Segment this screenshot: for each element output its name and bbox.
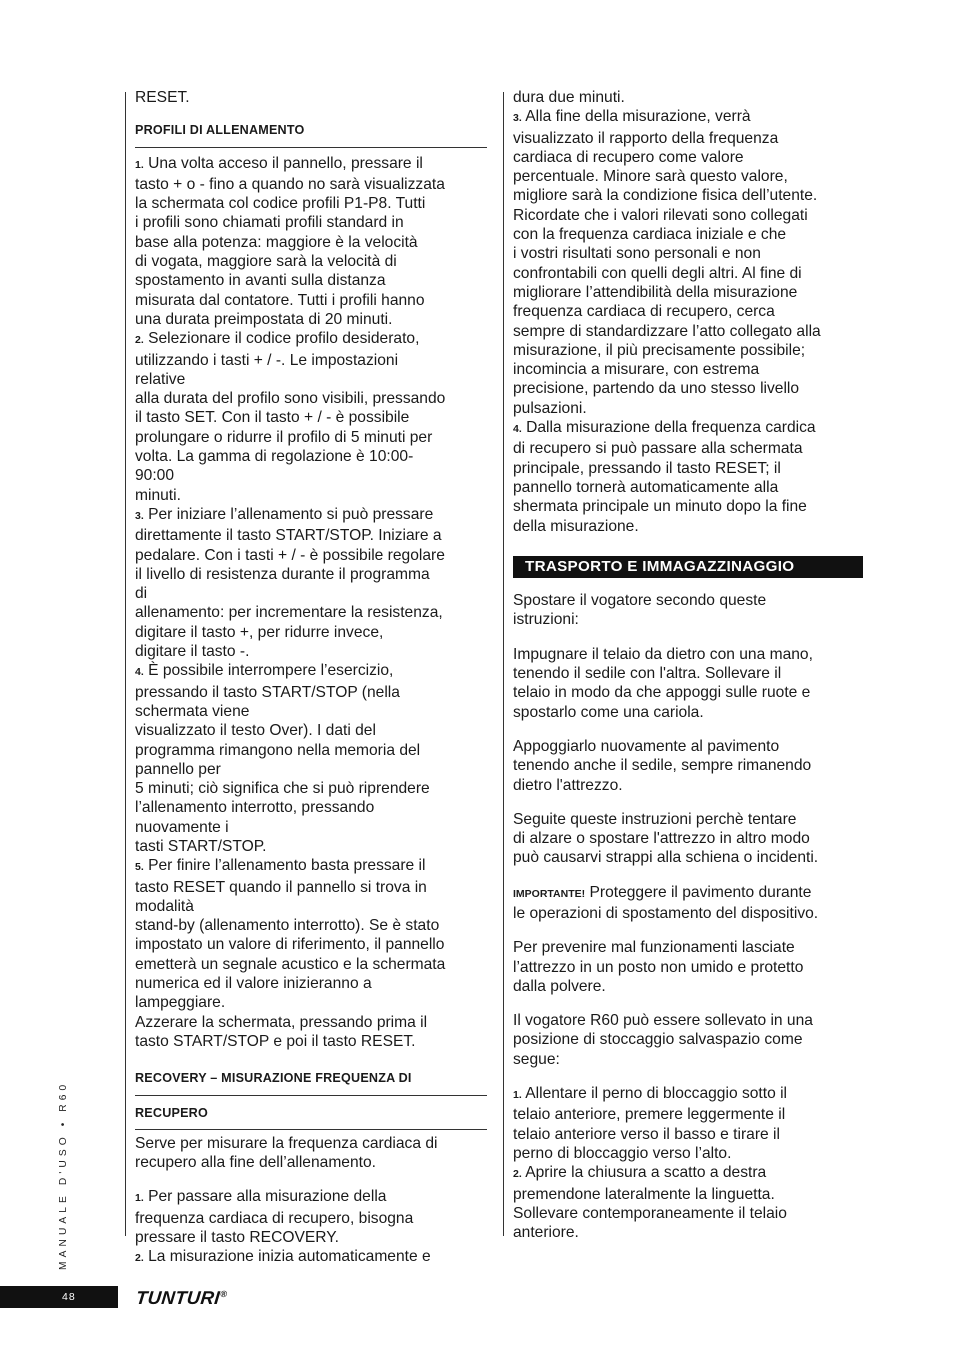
left-column-rule [125,92,126,1236]
numbered-item [135,329,487,505]
line-text: Sollevare contemporaneamente il telaio [513,1204,787,1222]
text-line [513,1084,863,1105]
text-line [135,779,487,798]
text-line [513,439,863,458]
line-text: il tasto SET. Con il tasto + / - è possibile [135,409,410,427]
numbered-item [135,1187,487,1247]
text-line: dalla polvere. [513,977,606,995]
text-line: recupero alla fine dell’allenamento. [135,1154,376,1172]
line-text: Alla fine della misurazione, verrà [521,108,751,126]
line-text: di vogata, maggiore sarà la velocità di [135,253,397,271]
line-text: digitare il tasto +, per ridurre invece, [135,623,384,641]
important-label: IMPORTANTE! [513,887,586,900]
line-text: utilizzando i tasti + / -. Le impostazioni [135,351,399,369]
numbered-item [135,1247,487,1268]
text-line: di alzare o spostare l'attrezzo in altro modo [513,830,810,848]
text-line [135,1247,487,1268]
line-text: Ricordate che i valori rilevati sono collegati [513,206,808,224]
line-text: emetterà un segnale acustico e la schermata [135,955,446,973]
line-text: schermata viene [135,702,250,720]
text-line: Spostare il vogatore secondo queste [513,592,767,610]
text-line [513,283,863,302]
text-line [135,329,487,350]
text-line [135,408,487,427]
brand-registered-mark: ® [219,1289,228,1299]
line-text: l’allenamento interrotto, pressando [135,799,375,817]
line-text: frequenza cardiaca di recupero, cerca [513,303,775,321]
text-line [135,897,487,916]
line-text: misurazione, il più precisamente possibile; [513,341,806,359]
text-line [135,584,487,603]
line-text: migliore sarà la condizione fisica dell’utente. [513,187,818,205]
text-line [135,702,487,721]
text-line [513,1185,863,1204]
text-line: segue: [513,1050,560,1068]
text-line [135,661,487,682]
line-text: Una volta acceso il pannello, pressare il [143,154,423,172]
line-text: Per passare alla misurazione della [143,1188,387,1206]
brand-logo [135,1287,228,1309]
line-text: Aprire la chiusura a scatto a destra [521,1164,767,1182]
line-text: pulsazioni. [513,399,587,417]
line-text: pressare il tasto RECOVERY. [135,1229,339,1247]
text-line: può causarvi strappi alla schiena o incidenti. [513,849,819,867]
line-text: Allentare il perno di bloccaggio sotto il [521,1085,788,1103]
text-line: Il vogatore R60 può essere sollevato in una [513,1012,813,1030]
line-text: il livello di resistenza durante il programma [135,565,430,583]
text-line [135,623,487,642]
spacer [135,107,487,121]
paragraph [513,810,863,868]
line-text: relative [135,370,186,388]
line-text: lampeggiare. [135,994,226,1012]
line-text: alla durata del profilo sono visibili, pressando [135,390,446,408]
line-text: stand-by (allenamento interrotto). Se è stato [135,917,440,935]
line-text: pannello per [135,760,221,778]
line-text: minuti. [135,486,181,504]
text-line: posizione di stoccaggio salvaspazio come [513,1031,803,1049]
text-line [513,1163,863,1184]
section-heading-recupero: RECUPERO [135,1104,487,1130]
line-text: digitare il tasto -. [135,643,250,661]
text-line [135,154,487,175]
text-line: tenendo anche il sedile, sempre rimanendo [513,757,812,775]
line-text: incomincia a misurare, con estrema [513,361,760,379]
text-line [513,206,863,225]
line-text: precisione, partendo da uno stesso livello [513,380,800,398]
text-line [513,244,863,263]
text-line: telaio in modo da che appoggi sulle ruote e [513,684,811,702]
paragraph [513,591,863,630]
line-text: pressando il tasto START/STOP (nella [135,683,400,701]
item-number: 1. [135,158,144,171]
text-line [135,683,487,702]
spacer [513,578,863,591]
brand-name: TUNTURI [134,1287,222,1308]
text-line [135,194,487,213]
line-text: pannello tornerà automaticamente alla [513,478,779,496]
line-text: di recupero si può passare alla schermata [513,440,803,458]
text-line [513,186,863,205]
text-line [513,1105,863,1124]
text-line: l’attrezzo in un posto non umido e protetto [513,958,804,976]
text-line [135,1209,487,1228]
spacer [513,923,863,938]
line-text: telaio anteriore, premere leggermente il [513,1106,786,1124]
text-line [135,837,487,856]
text-line: Appoggiarlo nuovamente al pavimento [513,737,780,755]
line-text: Proteggere il pavimento durante [585,883,812,901]
text-line [135,935,487,954]
line-text: visualizzato il testo Over). I dati del [135,722,376,740]
line-text: Dalla misurazione della frequenza cardica [521,419,816,437]
text-line [135,428,487,447]
spacer [513,1069,863,1084]
right-column [513,88,863,1242]
line-text: perno di bloccaggio verso l’alto. [513,1144,732,1162]
text-line [513,399,863,418]
text-line [135,1187,487,1208]
item-number: 2. [135,1252,144,1265]
text-line [135,955,487,974]
text-line [135,760,487,779]
text-line [135,993,487,1012]
text-line [135,1013,487,1032]
line-text: tasti START/STOP. [135,837,267,855]
text-line [135,721,487,740]
line-text: i vostri risultati sono personali e non [513,245,761,263]
line-text: Per finire l’allenamento basta pressare il [143,857,426,875]
numbered-item [135,505,487,661]
text-line [135,466,487,485]
section-heading-recovery: RECOVERY – MISURAZIONE FREQUENZA DI [135,1069,487,1095]
line-text: tasto RESET quando il pannello si trova in [135,878,427,896]
text-line [513,264,863,283]
text-line [135,233,487,252]
text-line: Impugnare il telaio da dietro con una mano, [513,645,813,663]
line-text: prolungare o ridurre il profilo di 5 minuti per [135,428,433,446]
line-text: impostato un valore di riferimento, il pannello [135,936,445,954]
text-line: dietro l'attrezzo. [513,776,623,794]
line-text: modalità [135,897,194,915]
text-line [513,302,863,321]
text-line: Serve per misurare la frequenza cardiaca di [135,1134,438,1152]
line-text: percentuale. Minore sarà questo valore, [513,168,788,186]
text-line [135,271,487,290]
text-line [135,916,487,935]
text-line [513,379,863,398]
line-text: telaio anteriore verso il basso e tirare il [513,1125,780,1143]
text-line [513,497,863,516]
line-text: premendone lateralmente la linguetta. [513,1185,775,1203]
item-number: 1. [135,1192,144,1205]
paragraph [513,938,863,996]
text-line [513,129,863,148]
item-number: 3. [513,112,522,125]
line-text: principale, pressando il tasto RESET; il [513,459,781,477]
text-line [135,389,487,408]
important-note [513,883,863,924]
text-line [513,1204,863,1223]
text-line: Seguite queste instruzioni perchè tentare [513,810,797,828]
page-number: 48 [62,1291,76,1303]
spacer [513,868,863,883]
line-text: tasto + o - fino a quando no sarà visualizzata [135,175,445,193]
line-text: direttamente il tasto START/STOP. Iniziare a [135,527,442,545]
line-text: con la frequenza cardiaca iniziale e che [513,226,787,244]
text-line [513,107,863,128]
text-line [513,1223,863,1242]
text-line [513,418,863,439]
line-text: sempre di standardizzare l’atto collegato alla [513,322,821,340]
text-line [135,856,487,877]
item-number: 2. [513,1168,522,1181]
text-line [135,798,487,817]
text-line [513,341,863,360]
line-text: cardiaca di recupero come valore [513,148,744,166]
item-number: 4. [135,666,144,679]
text-line [135,252,487,271]
text-line [135,974,487,993]
spacer [135,1172,487,1187]
line-text: frequenza cardiaca di recupero, bisogna [135,1209,414,1227]
spacer [513,996,863,1011]
line-text: visualizzato il rapporto della frequenza [513,129,779,147]
text-line [135,546,487,565]
line-text: volta. La gamma di regolazione è 10:00- [135,448,414,466]
line-text: spostamento in avanti sulla distanza [135,272,386,290]
text-line [135,818,487,837]
text-line [135,505,487,526]
right-column-rule [503,92,504,1236]
line-text: base alla potenza: maggiore è la velocità [135,233,418,251]
line-text: shermata principale un minuto dopo la fine [513,498,807,516]
text-line [135,310,487,329]
text-line [135,175,487,194]
line-text: 90:00 [135,467,175,485]
text-line [513,167,863,186]
item-number: 3. [135,509,144,522]
text-line [135,291,487,310]
line-text: migliorare l’attendibilità della misurazione [513,283,798,301]
line-text: pedalare. Con i tasti + / - è possibile regolare [135,546,445,564]
text-line [135,526,487,545]
numbered-item [135,661,487,856]
line-text: confrontabili con quelli degli altri. Al fine di [513,264,802,282]
line-text: numerica ed il valore inizieranno a [135,975,372,993]
text-line [135,565,487,584]
text-line: spostarlo come una cariola. [513,703,704,721]
spacer [135,1051,487,1069]
section-heading-profili: PROFILI DI ALLENAMENTO [135,121,487,147]
spacer [513,722,863,737]
text-line [135,1228,487,1247]
text-line: le operazioni di spostamento del dispositivo. [513,904,819,922]
item-number: 1. [513,1089,522,1102]
paragraph [513,1011,863,1069]
continued-text: RESET. [135,89,190,106]
text-line [135,878,487,897]
item-number: 2. [135,334,144,347]
section-heading-trasporto: TRASPORTO E IMMAGAZZINAGGIO [513,556,863,578]
text-line: istruzioni: [513,611,579,629]
text-line [135,741,487,760]
paragraph [513,645,863,722]
line-text: La misurazione inizia automaticamente e [143,1248,431,1266]
line-text: allenamento: per incrementare la resistenza, [135,604,443,622]
line-text: una durata preimpostata di 20 minuti. [135,310,393,328]
text-line [513,883,863,904]
line-text: di [135,585,148,603]
numbered-item [135,856,487,1051]
text-line [135,213,487,232]
line-text: Azzerare la schermata, pressando prima il [135,1013,428,1031]
numbered-item [513,418,863,536]
numbered-item [513,107,863,418]
text-line [135,486,487,505]
text-line [513,459,863,478]
numbered-item [135,154,487,330]
text-line [513,478,863,497]
line-text: È possibile interrompere l’esercizio, [143,662,394,680]
text-line: Per prevenire mal funzionamenti lasciate [513,939,795,957]
line-text: Per iniziare l’allenamento si può pressare [143,505,434,523]
line-text: programma rimangono nella memoria del [135,741,421,759]
line-text: i profili sono chiamati profili standard in [135,214,404,232]
item-number: 5. [135,861,144,874]
line-text: della misurazione. [513,517,639,535]
side-label: MANUALE D'USO • R60 [58,1080,69,1270]
line-text: misurata dal contatore. Tutti i profili hanno [135,291,425,309]
text-line [135,370,487,389]
spacer [513,536,863,556]
paragraph [513,737,863,795]
text-line [513,148,863,167]
text-line [513,322,863,341]
text-line: tenendo il sedile con l'altra. Sollevare il [513,665,782,683]
spacer [513,795,863,810]
item-number: 4. [513,423,522,436]
text-line [513,225,863,244]
numbered-item [513,1084,863,1163]
numbered-item [513,1163,863,1242]
text-line [135,1032,487,1051]
text-line [513,517,863,536]
line-text: Selezionare il codice profilo desiderato, [143,330,420,348]
continued-text: dura due minuti. [513,89,625,106]
text-line [135,603,487,622]
text-line [135,642,487,661]
text-line [513,360,863,379]
page-number-box [0,1286,118,1308]
line-text: anteriore. [513,1224,579,1242]
text-line [135,447,487,466]
spacer [513,630,863,645]
text-line [513,1144,863,1163]
line-text: nuovamente i [135,818,229,836]
text-line [513,1125,863,1144]
left-column [135,88,487,1269]
line-text: 5 minuti; ciò significa che si può riprendere [135,780,430,798]
spacer [135,1096,487,1104]
recovery-intro [135,1134,487,1173]
line-text: tasto START/STOP e poi il tasto RESET. [135,1032,416,1050]
line-text: la schermata col codice profili P1-P8. Tutti [135,195,426,213]
text-line [135,351,487,370]
